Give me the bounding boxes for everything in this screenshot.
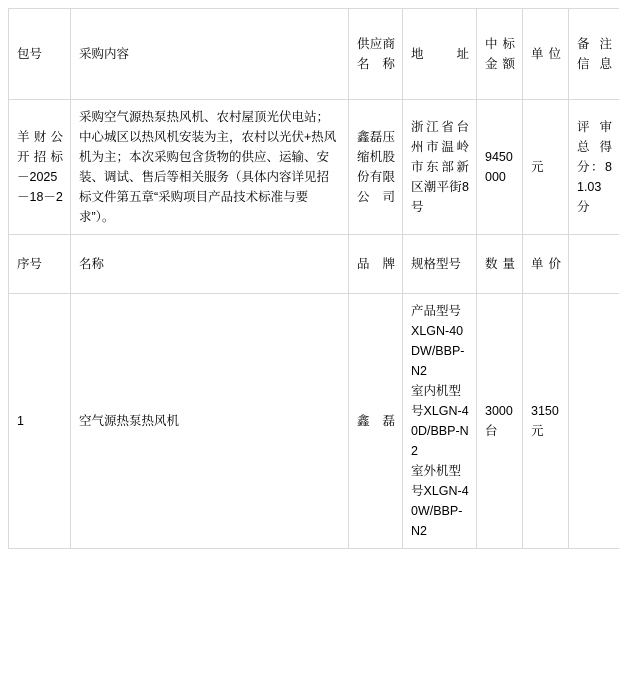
cell-item-seq: 1 bbox=[9, 294, 71, 549]
header-address: 地址 bbox=[403, 9, 477, 100]
cell-supplier: 鑫磊压缩机股份有限公司 bbox=[349, 100, 403, 235]
header-bid-amount: 中标金额 bbox=[477, 9, 523, 100]
table-row bbox=[9, 294, 619, 549]
cell-item-name: 空气源热泵热风机 bbox=[71, 294, 349, 549]
cell-address: 浙江省台州市温岭市东部新区潮平街8号 bbox=[403, 100, 477, 235]
table-subheader-row bbox=[9, 235, 619, 294]
subheader-seq: 序号 bbox=[9, 235, 71, 294]
subheader-brand: 品牌 bbox=[349, 235, 403, 294]
header-supplier: 供应商名称 bbox=[349, 9, 403, 100]
spec-line-indoor: 室内机型号XLGN-40D/BBP-N2 bbox=[411, 384, 469, 458]
header-unit: 单位 bbox=[523, 9, 569, 100]
bid-result-table bbox=[8, 8, 619, 549]
cell-item-brand: 鑫磊 bbox=[349, 294, 403, 549]
table-row-main bbox=[9, 100, 619, 235]
cell-item-blank bbox=[569, 294, 619, 549]
cell-content: 采购空气源热泵热风机、农村屋顶光伏电站；中心城区以热风机安装为主，农村以光伏+热风机为主；本次采购包含货物的供应、运输、安装、调试、售后等相关服务（具体内容详见招标文件第五章“采购项目产品技术标准与要求”）。 bbox=[71, 100, 349, 235]
header-package-no: 包号 bbox=[9, 9, 71, 100]
cell-item-qty: 3000台 bbox=[477, 294, 523, 549]
spec-line-product: 产品型号XLGN-40DW/BBP-N2 bbox=[411, 304, 465, 378]
cell-unit: 元 bbox=[523, 100, 569, 235]
header-content: 采购内容 bbox=[71, 9, 349, 100]
cell-item-price: 3150元 bbox=[523, 294, 569, 549]
cell-package-no: 羊财公开招标 －2025－18－2 bbox=[9, 100, 71, 235]
subheader-spec: 规格型号 bbox=[403, 235, 477, 294]
header-remark: 备注信息 bbox=[569, 9, 619, 100]
cell-bid-amount: 9450000 bbox=[477, 100, 523, 235]
subheader-qty: 数量 bbox=[477, 235, 523, 294]
subheader-price: 单价 bbox=[523, 235, 569, 294]
table-header-row bbox=[9, 9, 619, 100]
subheader-name: 名称 bbox=[71, 235, 349, 294]
cell-item-spec bbox=[403, 294, 477, 549]
cell-remark: 评审总得分：81.03分 bbox=[569, 100, 619, 235]
spec-line-outdoor: 室外机型号XLGN-40W/BBP-N2 bbox=[411, 464, 469, 538]
subheader-blank bbox=[569, 235, 619, 294]
